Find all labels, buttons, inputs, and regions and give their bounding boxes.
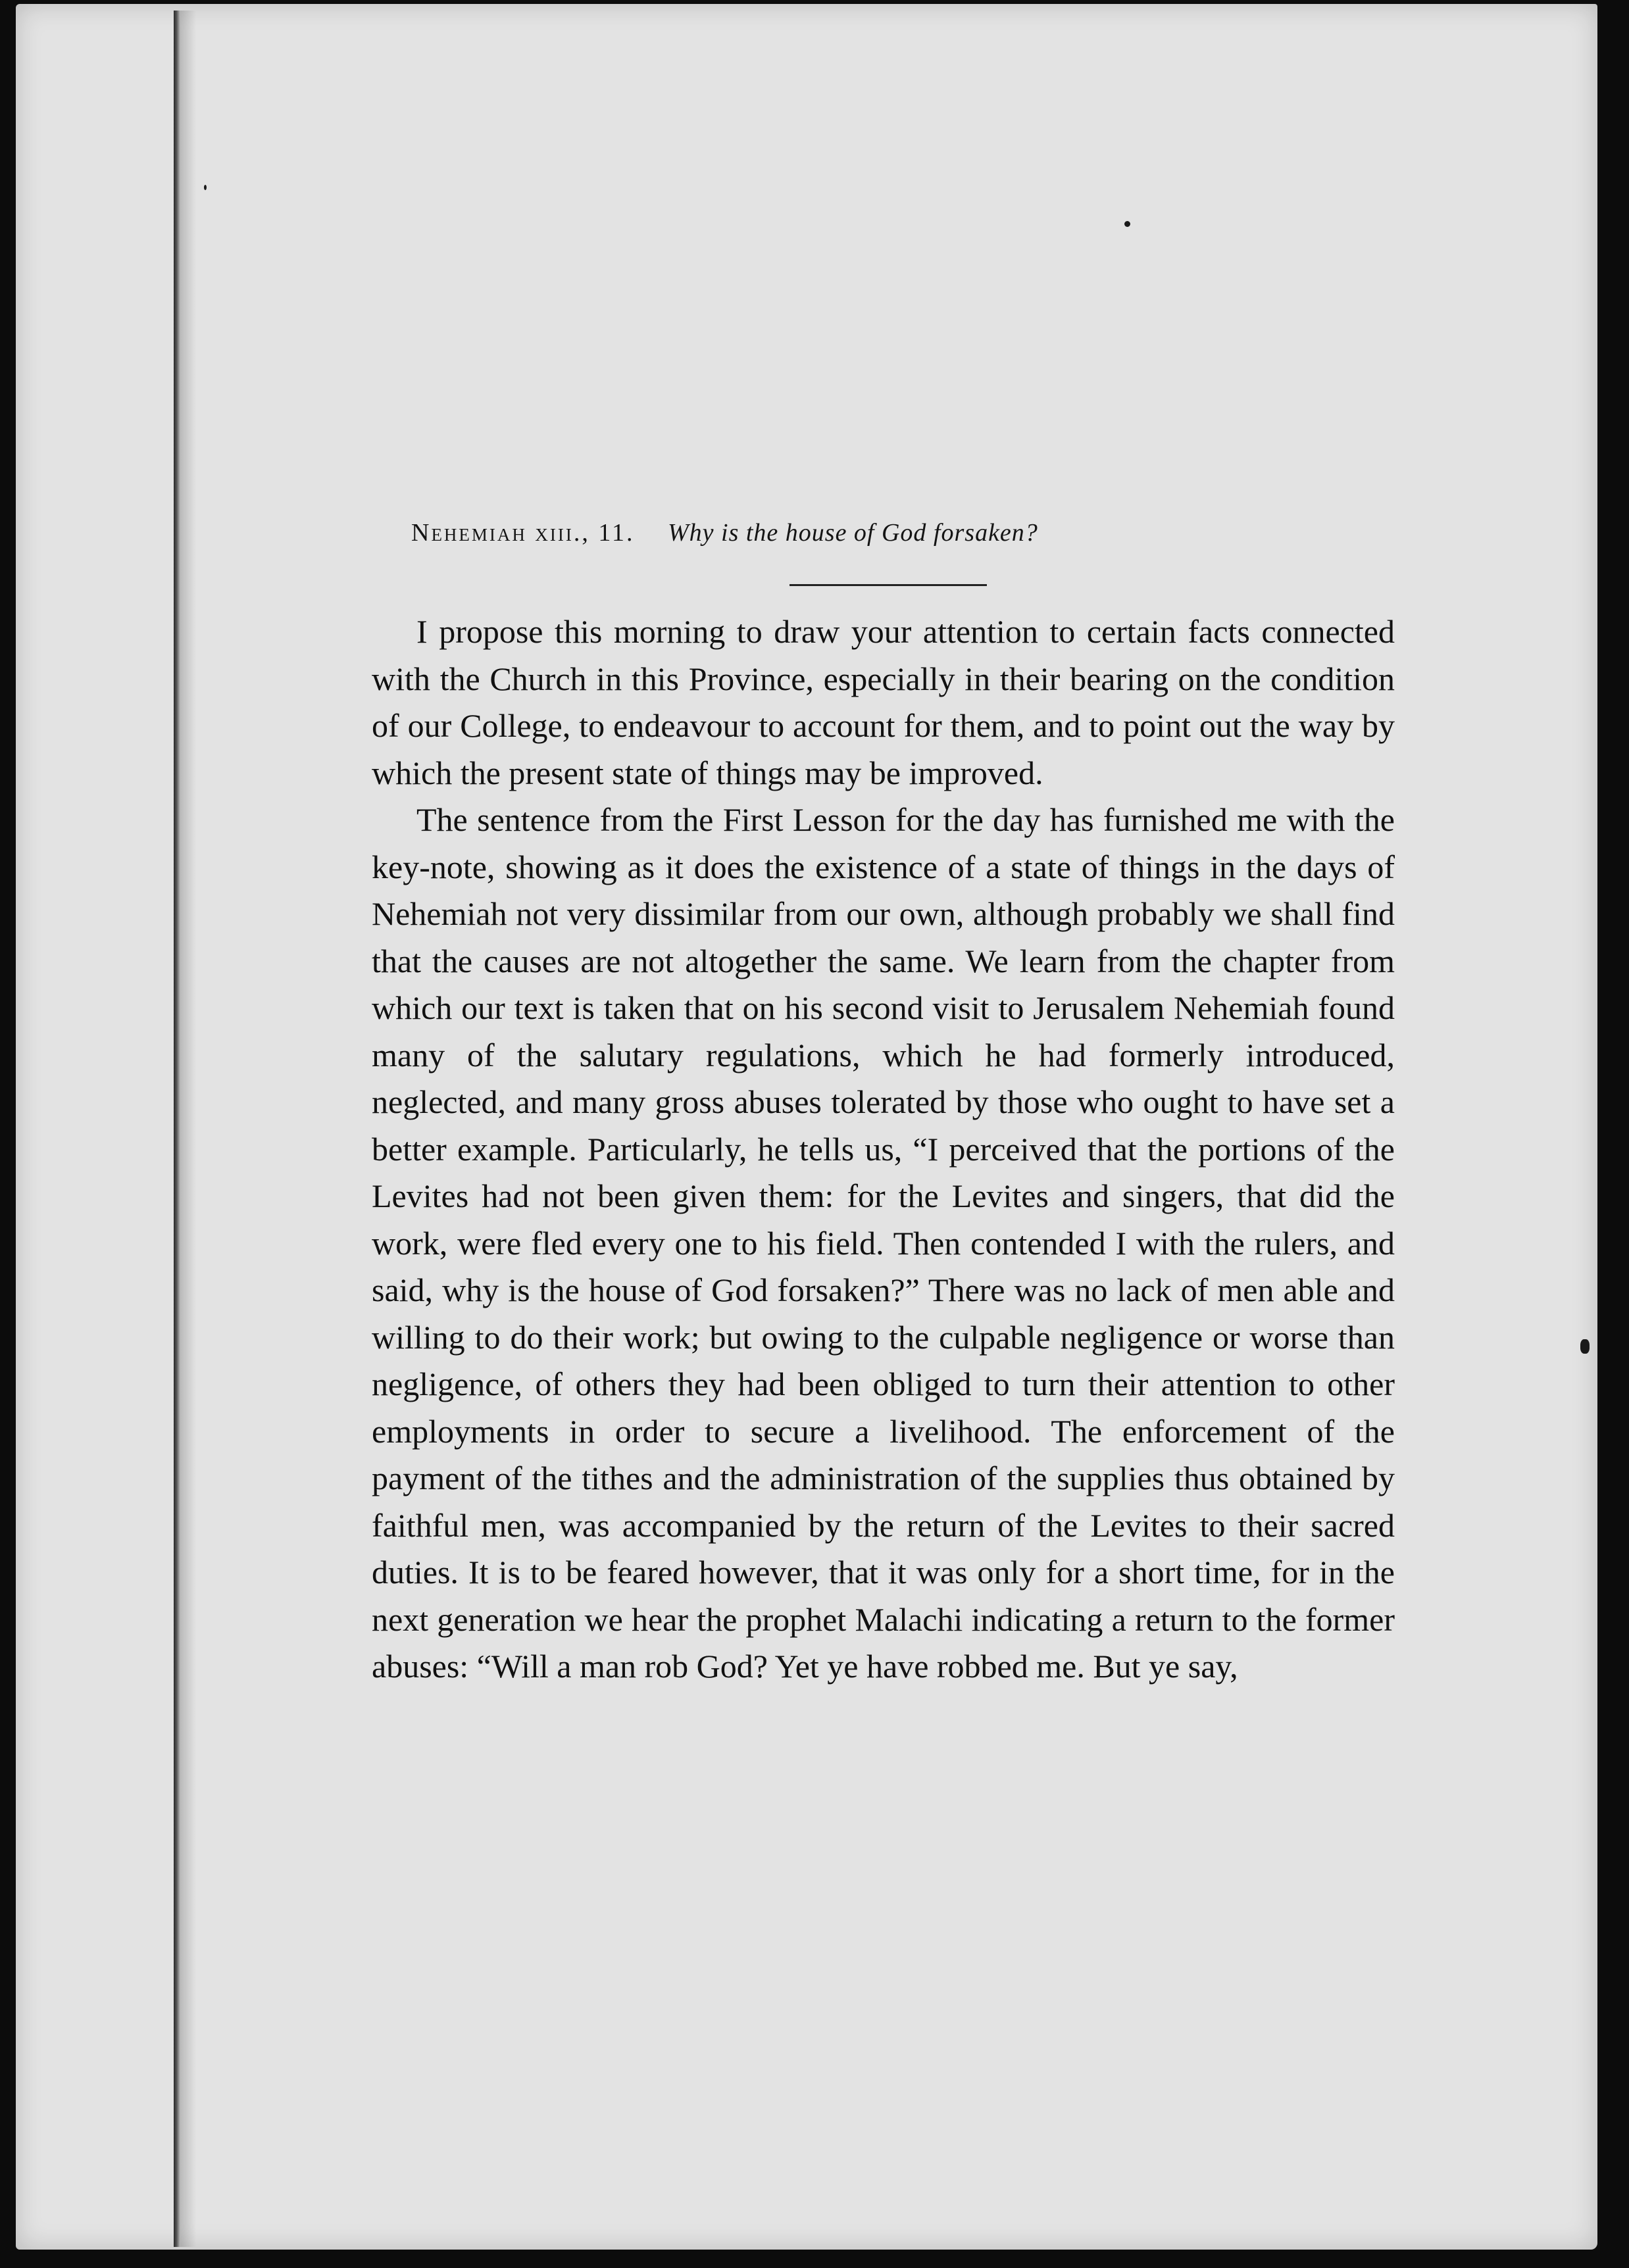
- paragraph: I propose this morning to draw your attention to certain facts connected with the Church in this Province, especially in their bearing on the condition of our College, to endeavour to account for them, and to point out the way by which the present state of things may be improved.: [372, 613, 1395, 791]
- scripture-quote: Why is the house of God forsaken?: [667, 519, 1038, 547]
- page-fold-line: [174, 11, 180, 2247]
- paragraph: The sentence from the First Lesson for the day has furnished me with the key-note, showing as it does the existence of a state of things in the days of Nehemiah not very dissimilar from our own, although probably we shall find that the causes are not altogether the same. We learn from the chapter from which our text is taken that on his second visit to Jerusalem Nehemiah found many of the salutary regulations, which he had formerly introduced, neglected, and many gross abuses tolerated by those who ought to have set a better example. Particularly, he tells us, “I perceived that the portions of the Levites had not been given them: for the Levites and singers, that did the work, were fled every one to his field. Then contended I with the rulers, and said, why is the house of God forsaken?” There was no lack of men able and willing to do their work; but owing to the culpable negligence or worse than negligence, of others they had been obliged to turn their attention to other employments in order to secure a livelihood. The enforcement of the payment of the tithes and the administration of the supplies thus obtained by faithful men, was accompanied by the return of the Levites to their sacred duties. It is to be feared however, that it was only for a short time, for in the next generation we hear the prophet Malachi indicating a return to the former abuses: “Will a man rob God? Yet ye have robbed me. But ye say,: [372, 801, 1395, 1685]
- ink-speck: [1124, 221, 1130, 227]
- sermon-body: [372, 608, 1395, 1690]
- ink-speck: [1580, 1339, 1590, 1354]
- scripture-reference: Nehemiah xiii., 11.: [411, 519, 635, 547]
- scripture-heading: [411, 518, 1266, 547]
- page-fold-shadow: [180, 11, 196, 2247]
- heading-rule: [789, 584, 987, 586]
- ink-speck: [204, 185, 207, 190]
